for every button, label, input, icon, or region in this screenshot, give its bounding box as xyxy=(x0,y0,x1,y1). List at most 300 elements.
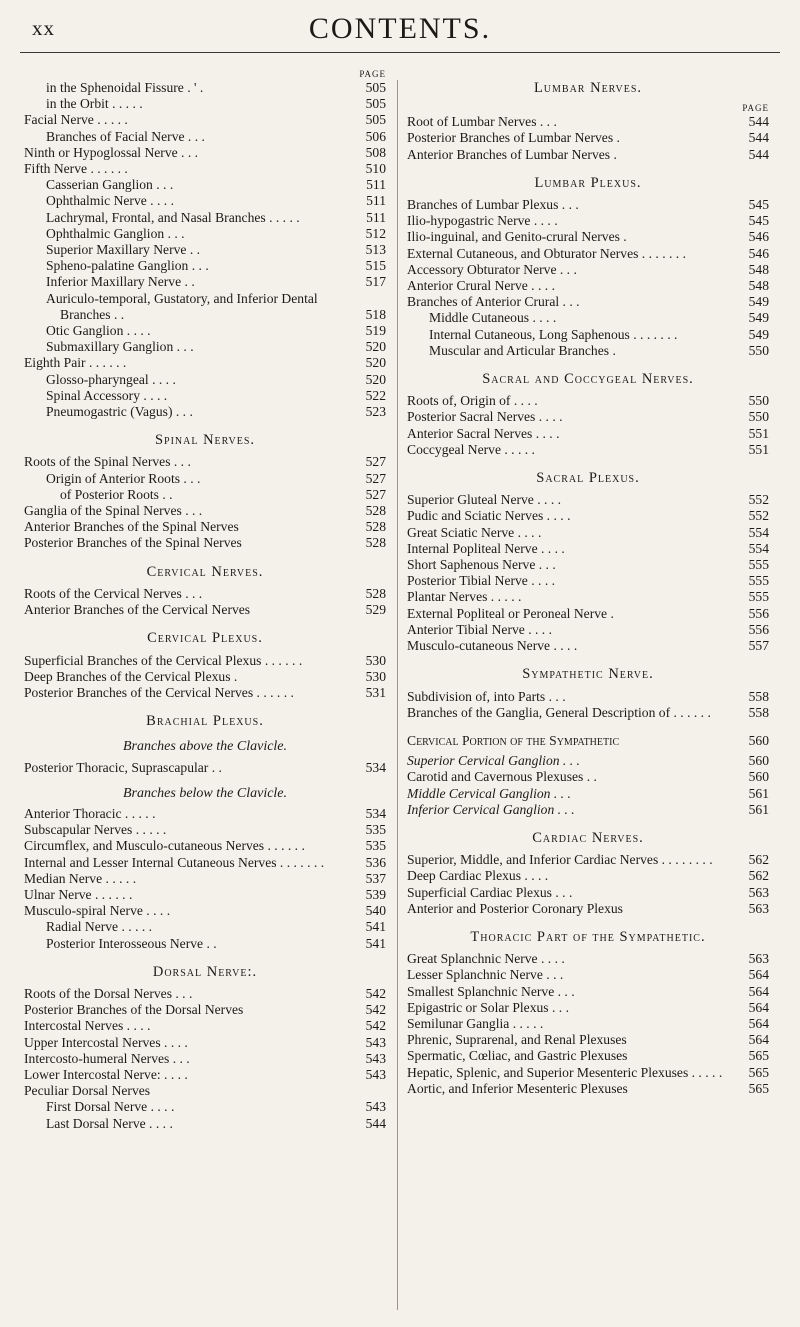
toc-entry-title: Short Saphenous Nerve . . . xyxy=(407,557,556,573)
toc-entry xyxy=(407,1000,769,1016)
toc-entry-page: 545 xyxy=(748,213,769,229)
toc-entry-title: Middle Cutaneous . . . . xyxy=(429,310,557,326)
toc-entry xyxy=(24,586,386,602)
toc-entry-page: 513 xyxy=(365,242,386,258)
toc-entry xyxy=(407,310,769,326)
toc-entry-page: 518 xyxy=(365,306,386,322)
toc-entry-title: Ophthalmic Nerve . . . . xyxy=(46,193,174,209)
toc-entry-title: Branches of Anterior Crural . . . xyxy=(407,294,580,310)
toc-entry xyxy=(407,294,769,310)
toc-entry-page: 515 xyxy=(365,258,386,274)
toc-entry-page: 555 xyxy=(748,589,769,605)
subsection-heading: Branches above the Clavicle. xyxy=(122,739,288,755)
toc-entry-page: 541 xyxy=(365,919,386,935)
toc-entry-page: 508 xyxy=(365,144,386,160)
toc-entry-page: 546 xyxy=(748,245,769,261)
toc-entry-title: Anterior Branches of the Cervical Nerves xyxy=(24,602,251,618)
toc-entry-title: Great Splanchnic Nerve . . . . xyxy=(407,951,565,967)
toc-entry xyxy=(407,508,769,524)
toc-entry-page: 527 xyxy=(365,470,386,486)
toc-entry xyxy=(24,161,386,177)
toc-entry-title: Last Dorsal Nerve . . . . xyxy=(46,1115,173,1131)
toc-entry xyxy=(24,806,386,822)
toc-entry-title: of Posterior Roots . . xyxy=(60,486,173,502)
toc-entry-title: Branches of Facial Nerve . . . xyxy=(46,128,205,144)
toc-entry-page: 557 xyxy=(748,638,769,654)
toc-entry-page: 560 xyxy=(748,732,769,748)
toc-entry xyxy=(407,130,769,146)
toc-entry-title: Upper Intercostal Nerves . . . . xyxy=(24,1034,188,1050)
toc-entry xyxy=(407,885,769,901)
toc-entry-page: 565 xyxy=(748,1080,769,1096)
toc-entry xyxy=(24,454,386,470)
toc-entry xyxy=(24,145,386,161)
toc-entry-page: 543 xyxy=(365,1066,386,1082)
toc-entry xyxy=(24,1035,386,1051)
toc-entry xyxy=(407,786,769,802)
toc-entry xyxy=(407,705,769,721)
section-heading: Lumbar Nerves. xyxy=(533,80,643,96)
toc-entry-title: Superior Cervical Ganglion . . . xyxy=(407,753,580,769)
toc-entry-title: Inferior Cervical Ganglion . . . xyxy=(407,801,575,817)
toc-entry-title: Auriculo-temporal, Gustatory, and Inferior Dental Branches . . xyxy=(46,290,318,322)
toc-entry-title: Accessory Obturator Nerve . . . xyxy=(407,261,577,277)
toc-entry xyxy=(407,114,769,130)
toc-entry-title: Roots of, Origin of . . . . xyxy=(407,393,538,409)
toc-entry-title: Phrenic, Suprarenal, and Renal Plexuses xyxy=(407,1032,627,1048)
toc-entry xyxy=(24,258,386,274)
toc-entry-title: Anterior Branches of the Spinal Nerves xyxy=(24,519,239,535)
toc-entry-page: 546 xyxy=(748,229,769,245)
toc-entry xyxy=(407,606,769,622)
toc-entry xyxy=(24,226,386,242)
section-heading: Spinal Nerves. xyxy=(154,432,256,449)
toc-entry-page: 542 xyxy=(365,985,386,1001)
toc-entry-page: 544 xyxy=(365,1115,386,1131)
toc-entry xyxy=(407,442,769,458)
toc-entry-title: Lower Intercostal Nerve: . . . . xyxy=(24,1066,188,1082)
toc-entry-page: 536 xyxy=(365,854,386,870)
toc-entry-title: Intercosto-humeral Nerves . . . xyxy=(24,1050,190,1066)
toc-entry-title: Peculiar Dorsal Nerves xyxy=(24,1083,151,1099)
toc-entry xyxy=(24,1116,386,1132)
toc-entry xyxy=(24,242,386,258)
toc-entry-page: 545 xyxy=(748,197,769,213)
toc-entry-title: in the Orbit . . . . . xyxy=(46,96,143,112)
toc-entry-page: 548 xyxy=(748,278,769,294)
toc-entry-title: Posterior Branches of Lumbar Nerves . xyxy=(407,130,620,146)
page-number: xx xyxy=(32,16,55,40)
toc-entry-page: 552 xyxy=(748,492,769,508)
toc-entry-page: 562 xyxy=(748,852,769,868)
toc-entry-title: Root of Lumbar Nerves . . . xyxy=(407,114,557,130)
toc-entry xyxy=(407,901,769,917)
toc-entry-title: Smallest Splanchnic Nerve . . . xyxy=(407,983,575,999)
toc-entry xyxy=(24,653,386,669)
toc-entry-page: 528 xyxy=(365,503,386,519)
toc-entry xyxy=(407,246,769,262)
toc-entry-page: 549 xyxy=(748,294,769,310)
toc-entry xyxy=(407,1065,769,1081)
toc-entry-title: Superior, Middle, and Inferior Cardiac Nerves . . . . . . . . xyxy=(407,852,713,868)
toc-entry-page: 558 xyxy=(748,688,769,704)
toc-entry xyxy=(24,404,386,420)
toc-entry-page: 520 xyxy=(365,371,386,387)
toc-entry xyxy=(24,871,386,887)
toc-entry xyxy=(407,769,769,785)
toc-entry-title: First Dorsal Nerve . . . . xyxy=(46,1099,175,1115)
toc-entry xyxy=(407,573,769,589)
header-rule xyxy=(20,52,780,53)
toc-entry-title: Spheno-palatine Ganglion . . . xyxy=(46,258,209,274)
toc-entry-page: 564 xyxy=(748,967,769,983)
toc-entry-title: Radial Nerve . . . . . xyxy=(46,919,153,935)
toc-entry xyxy=(24,210,386,226)
toc-entry xyxy=(24,602,386,618)
page-column-heading: PAGE xyxy=(359,69,386,79)
toc-entry-page: 529 xyxy=(365,602,386,618)
toc-entry-title: Great Sciatic Nerve . . . . xyxy=(407,524,542,540)
column-divider xyxy=(397,80,398,1310)
toc-entry-title: Ilio-inguinal, and Genito-crural Nerves . xyxy=(407,229,627,245)
toc-entry xyxy=(407,689,769,705)
toc-entry xyxy=(24,685,386,701)
section-heading: Sympathetic Nerve. xyxy=(522,666,654,683)
toc-entry-page: 543 xyxy=(365,1099,386,1115)
toc-entry-page: 505 xyxy=(365,80,386,95)
toc-entry-page: 528 xyxy=(365,585,386,601)
toc-entry xyxy=(24,112,386,128)
toc-entry-title: Posterior Interosseous Nerve . . xyxy=(46,935,217,951)
toc-entry-title: Superior Gluteal Nerve . . . . xyxy=(407,492,562,508)
toc-entry-page: 561 xyxy=(748,801,769,817)
toc-entry xyxy=(24,887,386,903)
toc-entry-page: 563 xyxy=(748,884,769,900)
toc-entry-title: Subdivision of, into Parts . . . xyxy=(407,688,566,704)
toc-entry-title: Ophthalmic Ganglion . . . xyxy=(46,225,185,241)
toc-entry-title: Anterior Sacral Nerves . . . . xyxy=(407,425,560,441)
toc-entry xyxy=(24,535,386,551)
toc-entry-title: Anterior Branches of Lumbar Nerves . xyxy=(407,146,617,162)
toc-entry-page: 537 xyxy=(365,870,386,886)
toc-entry xyxy=(24,986,386,1002)
toc-entry xyxy=(407,1016,769,1032)
toc-entry xyxy=(24,822,386,838)
toc-entry-title: Intercostal Nerves . . . . xyxy=(24,1018,151,1034)
toc-entry-page: 530 xyxy=(365,652,386,668)
toc-entry-page: 523 xyxy=(365,404,386,420)
toc-entry xyxy=(24,919,386,935)
toc-entry-title: Superficial Cardiac Plexus . . . xyxy=(407,884,573,900)
toc-entry xyxy=(407,1048,769,1064)
toc-entry-page: 564 xyxy=(748,983,769,999)
toc-entry xyxy=(24,1002,386,1018)
toc-entry xyxy=(24,487,386,503)
toc-entry xyxy=(24,355,386,371)
page-title: CONTENTS. xyxy=(308,12,492,45)
toc-entry xyxy=(24,291,386,323)
toc-entry-page: 505 xyxy=(365,96,386,112)
toc-entry-title: Internal Popliteal Nerve . . . . xyxy=(407,540,565,556)
toc-entry-title: Ganglia of the Spinal Nerves . . . xyxy=(24,503,203,519)
toc-entry-title: Branches of the Ganglia, General Description of . . . . . . xyxy=(407,704,711,720)
toc-entry-title: Inferior Maxillary Nerve . . xyxy=(46,274,195,290)
toc-entry xyxy=(407,147,769,163)
toc-entry-page: 564 xyxy=(748,1032,769,1048)
toc-entry xyxy=(407,525,769,541)
toc-entry xyxy=(407,589,769,605)
toc-entry-title: Ilio-hypogastric Nerve . . . . xyxy=(407,213,558,229)
contents-left-column xyxy=(24,69,386,1132)
toc-entry-page: 534 xyxy=(365,759,386,775)
toc-entry-page: 548 xyxy=(748,261,769,277)
toc-entry-page: 551 xyxy=(748,441,769,457)
toc-entry-title: Coccygeal Nerve . . . . . xyxy=(407,441,535,457)
toc-entry-title: Musculo-cutaneous Nerve . . . . xyxy=(407,638,578,654)
toc-entry xyxy=(24,80,386,96)
toc-entry-page: 543 xyxy=(365,1034,386,1050)
toc-entry-page: 506 xyxy=(365,128,386,144)
section-heading: Cervical Nerves. xyxy=(146,563,264,580)
toc-entry-page: 511 xyxy=(366,209,386,225)
toc-entry xyxy=(24,838,386,854)
toc-entry xyxy=(407,327,769,343)
toc-entry-page: 519 xyxy=(365,323,386,339)
toc-entry-page: 510 xyxy=(365,161,386,177)
toc-entry-title: Plantar Nerves . . . . . xyxy=(407,589,522,605)
toc-entry-title: External Popliteal or Peroneal Nerve . xyxy=(407,605,614,621)
toc-entry-title: Spermatic, Cœliac, and Gastric Plexuses xyxy=(407,1048,628,1064)
toc-entry xyxy=(407,393,769,409)
toc-entry-title: Posterior Sacral Nerves . . . . xyxy=(407,409,563,425)
toc-entry-title: Pudic and Sciatic Nerves . . . . xyxy=(407,508,571,524)
toc-entry xyxy=(407,852,769,868)
toc-entry-page: 527 xyxy=(365,486,386,502)
toc-entry xyxy=(407,197,769,213)
toc-entry xyxy=(407,951,769,967)
section-heading: Lumbar Plexus. xyxy=(534,174,642,191)
toc-entry-title: Superior Maxillary Nerve . . xyxy=(46,242,201,258)
toc-entry-title: Anterior Thoracic . . . . . xyxy=(24,805,156,821)
toc-entry-page: 550 xyxy=(748,409,769,425)
toc-entry-title: Aortic, and Inferior Mesenteric Plexuses xyxy=(407,1080,628,1096)
toc-entry-page: 558 xyxy=(748,704,769,720)
toc-entry-page: 556 xyxy=(748,621,769,637)
toc-entry xyxy=(24,372,386,388)
toc-entry-title: Anterior and Posterior Coronary Plexus xyxy=(407,900,623,916)
toc-entry xyxy=(24,388,386,404)
toc-entry xyxy=(407,409,769,425)
toc-entry-page: 564 xyxy=(748,1015,769,1031)
toc-entry-page: 522 xyxy=(365,387,386,403)
toc-entry xyxy=(24,903,386,919)
toc-entry-page: 544 xyxy=(748,114,769,130)
toc-entry xyxy=(407,967,769,983)
toc-entry-page: 530 xyxy=(365,668,386,684)
toc-entry-page: 520 xyxy=(365,339,386,355)
toc-entry-title: Cervical Portion of the Sympathetic xyxy=(407,732,620,748)
section-heading: Cardiac Nerves. xyxy=(532,829,644,846)
section-heading: Thoracic Part of the Sympathetic. xyxy=(470,928,706,945)
toc-entry-title: Posterior Branches of the Spinal Nerves xyxy=(24,535,242,551)
toc-entry xyxy=(407,492,769,508)
toc-entry-page: 556 xyxy=(748,605,769,621)
toc-entry xyxy=(24,503,386,519)
toc-entry-title: Superficial Branches of the Cervical Plexus . . . . . . xyxy=(24,652,303,668)
toc-entry-page: 535 xyxy=(365,822,386,838)
contents-right-column xyxy=(407,80,769,1097)
toc-entry-page: 517 xyxy=(365,274,386,290)
toc-entry xyxy=(24,669,386,685)
toc-entry-title: Roots of the Spinal Nerves . . . xyxy=(24,454,191,470)
toc-entry-title: Muscular and Articular Branches . xyxy=(429,342,616,358)
toc-entry-title: Hepatic, Splenic, and Superior Mesenteric Plexuses . . . . . xyxy=(407,1064,723,1080)
toc-entry-title: Posterior Branches of the Cervical Nerves . . . . . . xyxy=(24,684,294,700)
toc-entry-page: 550 xyxy=(748,393,769,409)
toc-entry xyxy=(407,1032,769,1048)
subsection-heading: Branches below the Clavicle. xyxy=(122,785,288,801)
toc-entry-page: 541 xyxy=(365,935,386,951)
toc-entry-page: 542 xyxy=(365,1002,386,1018)
toc-entry-page: 554 xyxy=(748,540,769,556)
section-heading: Sacral Plexus. xyxy=(536,470,640,487)
toc-entry-title: Middle Cervical Ganglion . . . xyxy=(407,785,571,801)
toc-entry xyxy=(24,193,386,209)
toc-entry xyxy=(407,733,769,749)
toc-entry-title: Median Nerve . . . . . xyxy=(24,870,137,886)
toc-entry xyxy=(407,557,769,573)
toc-entry-page: 531 xyxy=(365,684,386,700)
toc-entry xyxy=(407,262,769,278)
toc-entry-page: 544 xyxy=(748,146,769,162)
toc-entry xyxy=(24,760,386,776)
toc-entry-page: 560 xyxy=(748,753,769,769)
toc-entry-title: Subscapular Nerves . . . . . xyxy=(24,822,167,838)
toc-entry-page: 528 xyxy=(365,535,386,551)
toc-entry-title: Origin of Anterior Roots . . . xyxy=(46,470,201,486)
toc-entry-title: Epigastric or Solar Plexus . . . xyxy=(407,999,569,1015)
toc-entry-page: 565 xyxy=(748,1048,769,1064)
toc-entry-title: Facial Nerve . . . . . xyxy=(24,112,128,128)
toc-entry-title: Roots of the Cervical Nerves . . . xyxy=(24,585,203,601)
toc-entry-page: 552 xyxy=(748,508,769,524)
toc-entry-title: Branches of Lumbar Plexus . . . xyxy=(407,197,579,213)
toc-entry xyxy=(407,984,769,1000)
toc-entry-title: Ninth or Hypoglossal Nerve . . . xyxy=(24,144,199,160)
toc-entry-page: 555 xyxy=(748,573,769,589)
toc-entry-page: 511 xyxy=(366,177,386,193)
toc-entry-page: 562 xyxy=(748,868,769,884)
toc-entry-page: 560 xyxy=(748,769,769,785)
toc-entry-title: Deep Cardiac Plexus . . . . xyxy=(407,868,549,884)
toc-entry-page: 563 xyxy=(748,900,769,916)
toc-entry xyxy=(407,278,769,294)
toc-entry-title: Anterior Tibial Nerve . . . . xyxy=(407,621,552,637)
toc-entry-page: 542 xyxy=(365,1018,386,1034)
toc-entry xyxy=(407,868,769,884)
toc-entry-page: 549 xyxy=(748,326,769,342)
toc-entry-title: External Cutaneous, and Obturator Nerves . . . . . . . xyxy=(407,245,686,261)
toc-entry-title: Deep Branches of the Cervical Plexus . xyxy=(24,668,238,684)
toc-entry xyxy=(24,1051,386,1067)
toc-entry xyxy=(407,753,769,769)
toc-entry-page: 535 xyxy=(365,838,386,854)
toc-entry xyxy=(24,339,386,355)
section-heading: Dorsal Nerve:. xyxy=(152,963,258,980)
toc-entry xyxy=(407,213,769,229)
toc-entry-title: Lachrymal, Frontal, and Nasal Branches . . . . . xyxy=(46,209,300,225)
toc-entry xyxy=(24,471,386,487)
toc-entry xyxy=(24,1083,386,1099)
toc-entry-page: 512 xyxy=(365,225,386,241)
toc-entry xyxy=(407,802,769,818)
toc-entry-page: 554 xyxy=(748,524,769,540)
toc-entry xyxy=(24,1099,386,1115)
toc-entry-page: 551 xyxy=(748,425,769,441)
toc-entry-title: Roots of the Dorsal Nerves . . . xyxy=(24,985,193,1001)
toc-entry-page: 544 xyxy=(748,130,769,146)
toc-entry-title: Musculo-spiral Nerve . . . . xyxy=(24,903,171,919)
toc-entry-title: Spinal Accessory . . . . xyxy=(46,387,168,403)
toc-entry-page: 511 xyxy=(366,193,386,209)
toc-entry-page: 564 xyxy=(748,999,769,1015)
toc-entry xyxy=(24,519,386,535)
toc-entry-page: 520 xyxy=(365,355,386,371)
toc-entry-title: Otic Ganglion . . . . xyxy=(46,323,151,339)
toc-entry-page: 555 xyxy=(748,557,769,573)
toc-entry-page: 543 xyxy=(365,1050,386,1066)
toc-entry-title: Internal Cutaneous, Long Saphenous . . . . . . . xyxy=(429,326,678,342)
toc-entry-page: 561 xyxy=(748,785,769,801)
toc-entry-page: 549 xyxy=(748,310,769,326)
toc-entry-title: in the Sphenoidal Fissure . ' . xyxy=(46,80,204,95)
toc-entry-title: Submaxillary Ganglion . . . xyxy=(46,339,194,355)
toc-entry xyxy=(24,274,386,290)
toc-entry-page: 505 xyxy=(365,112,386,128)
toc-entry-page: 539 xyxy=(365,886,386,902)
toc-entry-title: Glosso-pharyngeal . . . . xyxy=(46,371,176,387)
toc-entry xyxy=(24,1067,386,1083)
toc-entry-page: 534 xyxy=(365,805,386,821)
toc-entry-page: 550 xyxy=(748,342,769,358)
section-heading: Brachial Plexus. xyxy=(146,713,264,730)
toc-entry xyxy=(407,541,769,557)
toc-entry xyxy=(407,229,769,245)
toc-entry xyxy=(24,855,386,871)
toc-entry-page: 563 xyxy=(748,951,769,967)
toc-entry xyxy=(24,323,386,339)
toc-entry xyxy=(407,622,769,638)
toc-entry-title: Pneumogastric (Vagus) . . . xyxy=(46,404,193,420)
toc-entry-title: Circumflex, and Musculo-cutaneous Nerves . . . . . . xyxy=(24,838,305,854)
toc-entry xyxy=(407,1081,769,1097)
toc-entry-title: Casserian Ganglion . . . xyxy=(46,177,174,193)
toc-entry xyxy=(24,936,386,952)
toc-entry-title: Posterior Thoracic, Suprascapular . . xyxy=(24,759,222,775)
toc-entry xyxy=(24,177,386,193)
toc-entry xyxy=(407,638,769,654)
toc-entry-title: Posterior Branches of the Dorsal Nerves xyxy=(24,1002,244,1018)
toc-entry-title: Lesser Splanchnic Nerve . . . xyxy=(407,967,564,983)
toc-entry-title: Eighth Pair . . . . . . xyxy=(24,355,127,371)
toc-entry-title: Posterior Tibial Nerve . . . . xyxy=(407,573,556,589)
page-column-heading: PAGE xyxy=(742,103,769,114)
toc-entry-title: Ulnar Nerve . . . . . . xyxy=(24,886,133,902)
section-heading: Sacral and Coccygeal Nerves. xyxy=(482,371,694,388)
toc-entry xyxy=(407,343,769,359)
toc-entry-title: Semilunar Ganglia . . . . . xyxy=(407,1015,544,1031)
toc-entry-page: 540 xyxy=(365,903,386,919)
